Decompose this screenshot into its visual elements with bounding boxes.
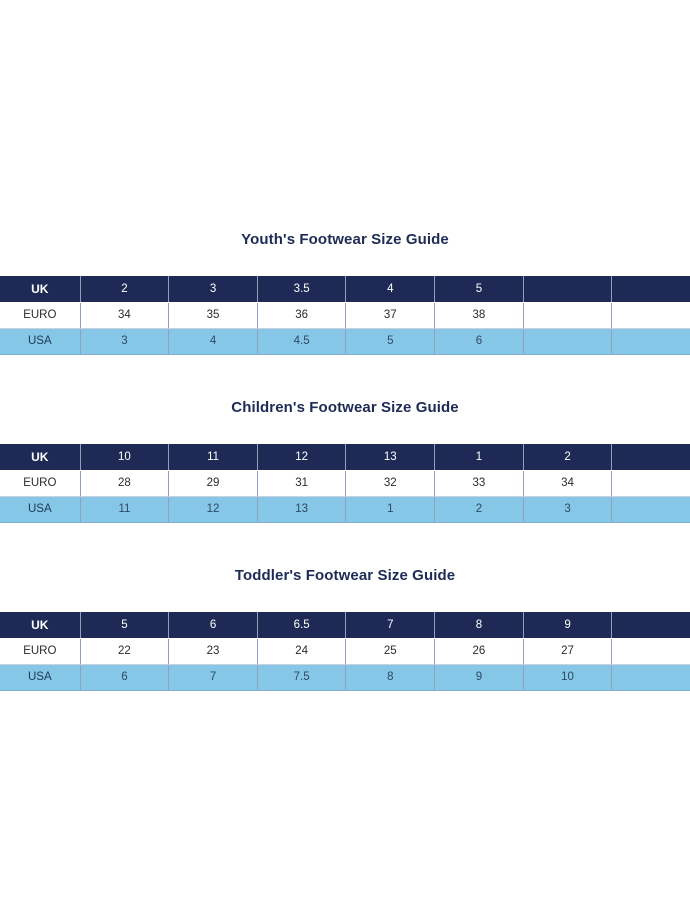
euro-row (0, 638, 690, 664)
size-cell: 6 (169, 612, 258, 638)
children-size-table (0, 444, 690, 523)
row-label: EURO (0, 638, 80, 664)
size-cell (612, 470, 690, 496)
size-cell: 3.5 (257, 276, 346, 302)
size-cell: 1 (435, 444, 524, 470)
size-cell: 4 (346, 276, 435, 302)
size-cell: 6 (80, 664, 169, 690)
youth-size-guide-title: Youth's Footwear Size Guide (241, 231, 449, 248)
size-cell: 4.5 (257, 328, 346, 354)
size-cell: 36 (257, 302, 346, 328)
size-cell (523, 328, 612, 354)
size-cell: 4 (169, 328, 258, 354)
row-label: USA (0, 664, 80, 690)
size-cell: 5 (346, 328, 435, 354)
size-cell: 8 (346, 664, 435, 690)
size-cell: 35 (169, 302, 258, 328)
uk-row (0, 612, 690, 638)
row-label: USA (0, 496, 80, 522)
size-cell: 22 (80, 638, 169, 664)
size-cell: 34 (523, 470, 612, 496)
size-cell: 3 (169, 276, 258, 302)
size-cell: 2 (80, 276, 169, 302)
row-label: UK (0, 444, 80, 470)
size-cell: 9 (435, 664, 524, 690)
size-cell (612, 328, 690, 354)
size-cell: 31 (257, 470, 346, 496)
uk-row (0, 444, 690, 470)
size-cell: 5 (80, 612, 169, 638)
size-cell: 3 (523, 496, 612, 522)
toddler-size-guide-title: Toddler's Footwear Size Guide (234, 567, 456, 584)
size-cell (612, 496, 690, 522)
usa-row (0, 664, 690, 690)
size-cell: 7 (169, 664, 258, 690)
size-cell: 13 (346, 444, 435, 470)
size-cell (523, 302, 612, 328)
size-cell: 10 (523, 664, 612, 690)
children-size-guide-title: Children's Footwear Size Guide (231, 399, 459, 416)
size-cell: 9 (523, 612, 612, 638)
size-cell: 33 (435, 470, 524, 496)
usa-row (0, 328, 690, 354)
size-cell: 10 (80, 444, 169, 470)
size-cell (612, 444, 690, 470)
size-cell: 23 (169, 638, 258, 664)
size-cell (612, 612, 690, 638)
row-label: UK (0, 612, 80, 638)
size-cell (612, 302, 690, 328)
size-cell: 7.5 (257, 664, 346, 690)
toddler-size-table (0, 612, 690, 691)
size-cell: 28 (80, 470, 169, 496)
size-cell: 5 (435, 276, 524, 302)
size-cell: 37 (346, 302, 435, 328)
size-cell: 12 (169, 496, 258, 522)
size-cell: 27 (523, 638, 612, 664)
size-cell (612, 276, 690, 302)
size-cell: 12 (257, 444, 346, 470)
row-label: UK (0, 276, 80, 302)
uk-row (0, 276, 690, 302)
euro-row (0, 470, 690, 496)
row-label: EURO (0, 470, 80, 496)
size-cell: 3 (80, 328, 169, 354)
size-cell (523, 276, 612, 302)
euro-row (0, 302, 690, 328)
row-label: USA (0, 328, 80, 354)
size-cell: 1 (346, 496, 435, 522)
size-cell: 13 (257, 496, 346, 522)
size-cell: 38 (435, 302, 524, 328)
size-cell: 2 (523, 444, 612, 470)
size-cell (612, 664, 690, 690)
size-cell: 11 (80, 496, 169, 522)
size-cell: 29 (169, 470, 258, 496)
size-cell: 34 (80, 302, 169, 328)
size-cell: 32 (346, 470, 435, 496)
youth-size-table (0, 276, 690, 355)
size-cell (612, 638, 690, 664)
usa-row (0, 496, 690, 522)
size-cell: 7 (346, 612, 435, 638)
size-cell: 25 (346, 638, 435, 664)
size-cell: 11 (169, 444, 258, 470)
size-cell: 26 (435, 638, 524, 664)
size-cell: 24 (257, 638, 346, 664)
size-cell: 6 (435, 328, 524, 354)
size-cell: 6.5 (257, 612, 346, 638)
size-cell: 8 (435, 612, 524, 638)
row-label: EURO (0, 302, 80, 328)
size-cell: 2 (435, 496, 524, 522)
